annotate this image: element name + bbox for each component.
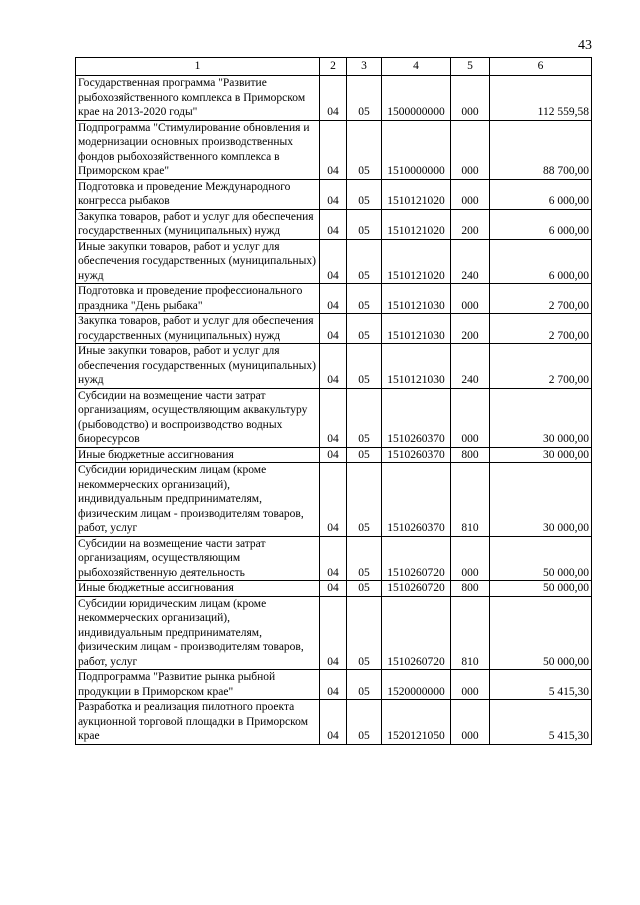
cell-subsection: 05: [347, 581, 382, 597]
cell-subsection: 05: [347, 463, 382, 537]
cell-amount: 2 700,00: [490, 284, 592, 314]
cell-subsection: 05: [347, 670, 382, 700]
cell-amount: 5 415,30: [490, 700, 592, 745]
cell-subsection: 05: [347, 120, 382, 179]
cell-target-code: 1510260720: [382, 536, 451, 581]
row-name: Субсидии на возмещение части затрат организациям, осуществляющим рыбохозяйственную деятельность: [76, 536, 320, 581]
table-row: [76, 388, 592, 447]
cell-section: 04: [320, 239, 347, 284]
cell-target-code: 1500000000: [382, 76, 451, 121]
column-header: 5: [451, 58, 490, 76]
cell-target-code: 1520000000: [382, 670, 451, 700]
cell-amount: 30 000,00: [490, 463, 592, 537]
cell-target-code: 1510260370: [382, 447, 451, 463]
cell-target-code: 1510260370: [382, 388, 451, 447]
cell-section: 04: [320, 120, 347, 179]
column-header: 2: [320, 58, 347, 76]
cell-amount: 6 000,00: [490, 179, 592, 209]
cell-section: 04: [320, 463, 347, 537]
table-row: [76, 76, 592, 121]
row-name: Иные закупки товаров, работ и услуг для обеспечения государственных (муниципальных) нужд: [76, 239, 320, 284]
cell-expense-type: 810: [451, 596, 490, 670]
cell-amount: 88 700,00: [490, 120, 592, 179]
cell-amount: 50 000,00: [490, 581, 592, 597]
cell-expense-type: 000: [451, 670, 490, 700]
row-name: Иные закупки товаров, работ и услуг для обеспечения государственных (муниципальных) нужд: [76, 344, 320, 389]
row-name: Субсидии юридическим лицам (кроме некоммерческих организаций), индивидуальным предпринимателям, физическим лицам - производителям товаров, работ, услуг: [76, 596, 320, 670]
cell-amount: 112 559,58: [490, 76, 592, 121]
table-row: [76, 209, 592, 239]
cell-expense-type: 200: [451, 314, 490, 344]
table-row: [76, 314, 592, 344]
cell-section: 04: [320, 388, 347, 447]
cell-subsection: 05: [347, 447, 382, 463]
cell-subsection: 05: [347, 179, 382, 209]
cell-subsection: 05: [347, 596, 382, 670]
cell-target-code: 1510121020: [382, 209, 451, 239]
cell-target-code: 1510121020: [382, 179, 451, 209]
cell-target-code: 1510121030: [382, 284, 451, 314]
cell-section: 04: [320, 447, 347, 463]
budget-table: [75, 57, 592, 745]
cell-amount: 6 000,00: [490, 239, 592, 284]
cell-expense-type: 000: [451, 284, 490, 314]
cell-subsection: 05: [347, 536, 382, 581]
cell-target-code: 1510121020: [382, 239, 451, 284]
row-name: Подпрограмма "Развитие рынка рыбной продукции в Приморском крае": [76, 670, 320, 700]
table-header-row: [76, 58, 592, 76]
cell-section: 04: [320, 536, 347, 581]
cell-amount: 2 700,00: [490, 314, 592, 344]
cell-expense-type: 000: [451, 388, 490, 447]
table-row: [76, 344, 592, 389]
row-name: Подпрограмма "Стимулирование обновления и модернизации основных производственных фондов рыбохозяйственного комплекса в Приморском крае": [76, 120, 320, 179]
cell-section: 04: [320, 209, 347, 239]
cell-subsection: 05: [347, 700, 382, 745]
cell-section: 04: [320, 700, 347, 745]
row-name: Разработка и реализация пилотного проекта аукционной торговой площадки в Приморском крае: [76, 700, 320, 745]
cell-expense-type: 000: [451, 179, 490, 209]
cell-section: 04: [320, 179, 347, 209]
cell-amount: 30 000,00: [490, 388, 592, 447]
cell-expense-type: 800: [451, 581, 490, 597]
cell-target-code: 1510000000: [382, 120, 451, 179]
cell-section: 04: [320, 670, 347, 700]
row-name: Подготовка и проведение профессионального праздника "День рыбака": [76, 284, 320, 314]
cell-amount: 6 000,00: [490, 209, 592, 239]
cell-expense-type: 810: [451, 463, 490, 537]
cell-subsection: 05: [347, 388, 382, 447]
row-name: Государственная программа "Развитие рыбохозяйственного комплекса в Приморском крае на 2013-2020 годы": [76, 76, 320, 121]
cell-expense-type: 240: [451, 344, 490, 389]
table-row: [76, 284, 592, 314]
table-row: [76, 536, 592, 581]
table-row: [76, 120, 592, 179]
row-name: Субсидии на возмещение части затрат организациям, осуществляющим аквакультуру (рыбоводство) и воспроизводство водных биоресурсов: [76, 388, 320, 447]
cell-subsection: 05: [347, 344, 382, 389]
cell-expense-type: 000: [451, 120, 490, 179]
cell-subsection: 05: [347, 209, 382, 239]
cell-expense-type: 000: [451, 76, 490, 121]
row-name: Иные бюджетные ассигнования: [76, 581, 320, 597]
cell-section: 04: [320, 314, 347, 344]
cell-amount: 5 415,30: [490, 670, 592, 700]
cell-expense-type: 000: [451, 536, 490, 581]
cell-amount: 2 700,00: [490, 344, 592, 389]
cell-target-code: 1510260720: [382, 581, 451, 597]
cell-expense-type: 240: [451, 239, 490, 284]
column-header: 4: [382, 58, 451, 76]
cell-expense-type: 200: [451, 209, 490, 239]
table-row: [76, 463, 592, 537]
cell-subsection: 05: [347, 239, 382, 284]
cell-section: 04: [320, 596, 347, 670]
cell-section: 04: [320, 344, 347, 389]
table-row: [76, 596, 592, 670]
cell-section: 04: [320, 581, 347, 597]
column-header: 1: [76, 58, 320, 76]
cell-subsection: 05: [347, 76, 382, 121]
cell-target-code: 1510121030: [382, 344, 451, 389]
table-row: [76, 670, 592, 700]
column-header: 6: [490, 58, 592, 76]
cell-expense-type: 000: [451, 700, 490, 745]
table-row: [76, 179, 592, 209]
table-row: [76, 700, 592, 745]
table-row: [76, 447, 592, 463]
cell-amount: 30 000,00: [490, 447, 592, 463]
row-name: Подготовка и проведение Международного конгресса рыбаков: [76, 179, 320, 209]
cell-section: 04: [320, 76, 347, 121]
page-number: 43: [578, 38, 592, 53]
table-row: [76, 581, 592, 597]
cell-expense-type: 800: [451, 447, 490, 463]
cell-target-code: 1510121030: [382, 314, 451, 344]
table-row: [76, 239, 592, 284]
cell-amount: 50 000,00: [490, 596, 592, 670]
row-name: Закупка товаров, работ и услуг для обеспечения государственных (муниципальных) нужд: [76, 209, 320, 239]
column-header: 3: [347, 58, 382, 76]
cell-target-code: 1520121050: [382, 700, 451, 745]
cell-amount: 50 000,00: [490, 536, 592, 581]
row-name: Субсидии юридическим лицам (кроме некоммерческих организаций), индивидуальным предпринимателям, физическим лицам - производителям товаров, работ, услуг: [76, 463, 320, 537]
row-name: Иные бюджетные ассигнования: [76, 447, 320, 463]
cell-target-code: 1510260720: [382, 596, 451, 670]
cell-subsection: 05: [347, 284, 382, 314]
cell-subsection: 05: [347, 314, 382, 344]
cell-target-code: 1510260370: [382, 463, 451, 537]
cell-section: 04: [320, 284, 347, 314]
row-name: Закупка товаров, работ и услуг для обеспечения государственных (муниципальных) нужд: [76, 314, 320, 344]
